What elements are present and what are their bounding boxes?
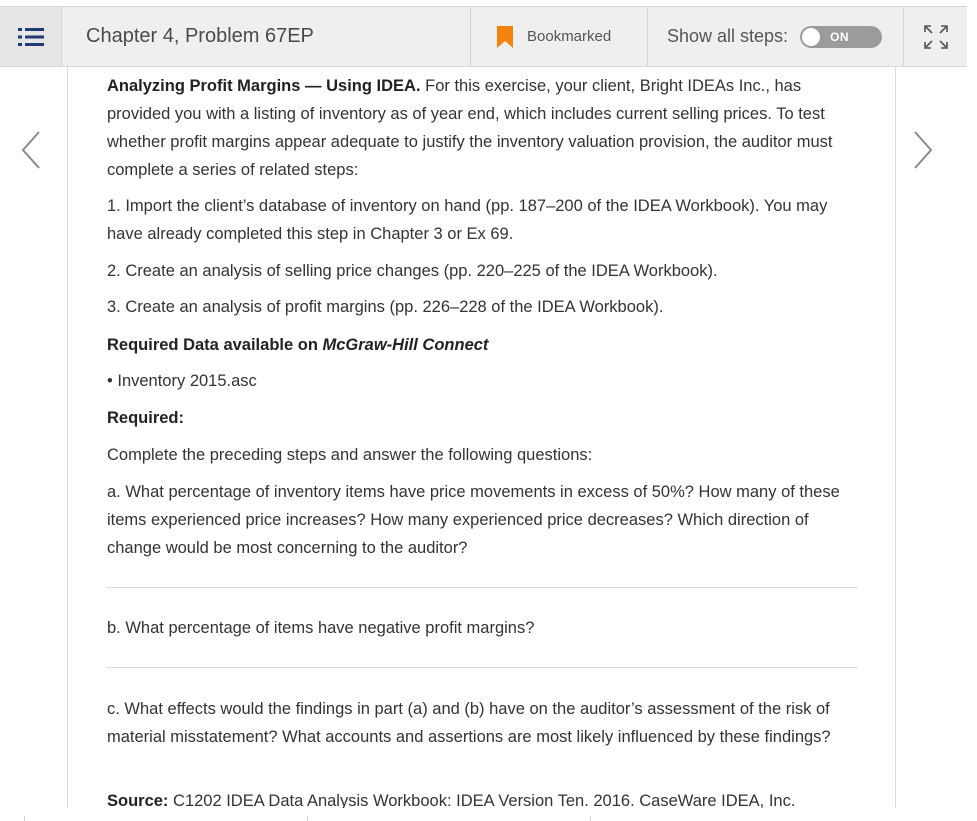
toggle-state-label: ON: [830, 29, 850, 44]
problem-intro-heading: Analyzing Profit Margins — Using IDEA.: [107, 77, 421, 95]
source-label: Source:: [107, 792, 169, 808]
divider: [590, 816, 591, 821]
problem-title-text: Chapter 4, Problem 67EP: [86, 25, 314, 47]
question-c: c. What effects would the findings in part (a) and (b) have on the auditor’s assessment of the risk of material misstatement? What accounts and assertions are most likely influenced by these findings?: [107, 700, 831, 746]
menu-button[interactable]: [0, 7, 62, 66]
problem-intro-text: For this exercise, your client, Bright IDEAs Inc., has provided you with a listing of inventory as of year end, which includes current selling prices. To test whether profit margins appear adequate to justify the inventory valuation provision, the auditor must complete a series of related steps:: [107, 77, 833, 179]
bookmark-icon: [497, 26, 513, 48]
step-3: 3. Create an analysis of profit margins (pp. 226–228 of the IDEA Workbook).: [107, 298, 664, 316]
divider: [24, 816, 25, 821]
bookmark-button[interactable]: [471, 7, 648, 66]
show-steps-toggle[interactable]: [800, 26, 882, 48]
problem-intro: [107, 72, 867, 184]
bookmark-label: Bookmarked: [527, 28, 612, 45]
show-steps-label: Show all steps:: [667, 26, 789, 46]
question-a: a. What percentage of inventory items have price movements in excess of 50%? How many of these items experienced price increases? How many experienced price decreases? Which direction of change would be most concerning to the auditor?: [107, 483, 840, 557]
problem-content: [67, 67, 896, 808]
previous-button[interactable]: [16, 128, 46, 172]
top-toolbar: [0, 6, 967, 67]
data-file-item: • Inventory 2015.asc: [107, 372, 257, 390]
toggle-knob: [802, 28, 820, 46]
list-icon: [18, 27, 44, 47]
step-1: 1. Import the client’s database of inventory on hand (pp. 187–200 of the IDEA Workbook). You may have already completed this step in Chapter 3 or Ex 69.: [107, 197, 828, 243]
required-data-heading: [107, 331, 867, 359]
required-heading: Required:: [107, 409, 185, 427]
source-text: C1202 IDEA Data Analysis Workbook: IDEA Version Ten. 2016. CaseWare IDEA, Inc.: [168, 792, 796, 808]
next-button[interactable]: [908, 128, 938, 172]
required-intro: Complete the preceding steps and answer the following questions:: [107, 446, 593, 464]
expand-icon: [923, 24, 949, 50]
step-2: 2. Create an analysis of selling price changes (pp. 220–225 of the IDEA Workbook).: [107, 262, 718, 280]
question-b: b. What percentage of items have negative profit margins?: [107, 619, 535, 637]
show-all-steps: [648, 7, 904, 66]
source-citation: [107, 787, 867, 808]
chevron-left-icon: [20, 130, 42, 170]
chevron-right-icon: [912, 130, 934, 170]
problem-title: [62, 7, 471, 66]
required-data-heading-text: Required Data available on: [107, 336, 323, 354]
divider: [307, 816, 308, 821]
divider: [106, 667, 858, 668]
divider: [106, 587, 858, 588]
required-data-source: McGraw-Hill Connect: [322, 336, 489, 354]
expand-button[interactable]: [904, 7, 967, 66]
